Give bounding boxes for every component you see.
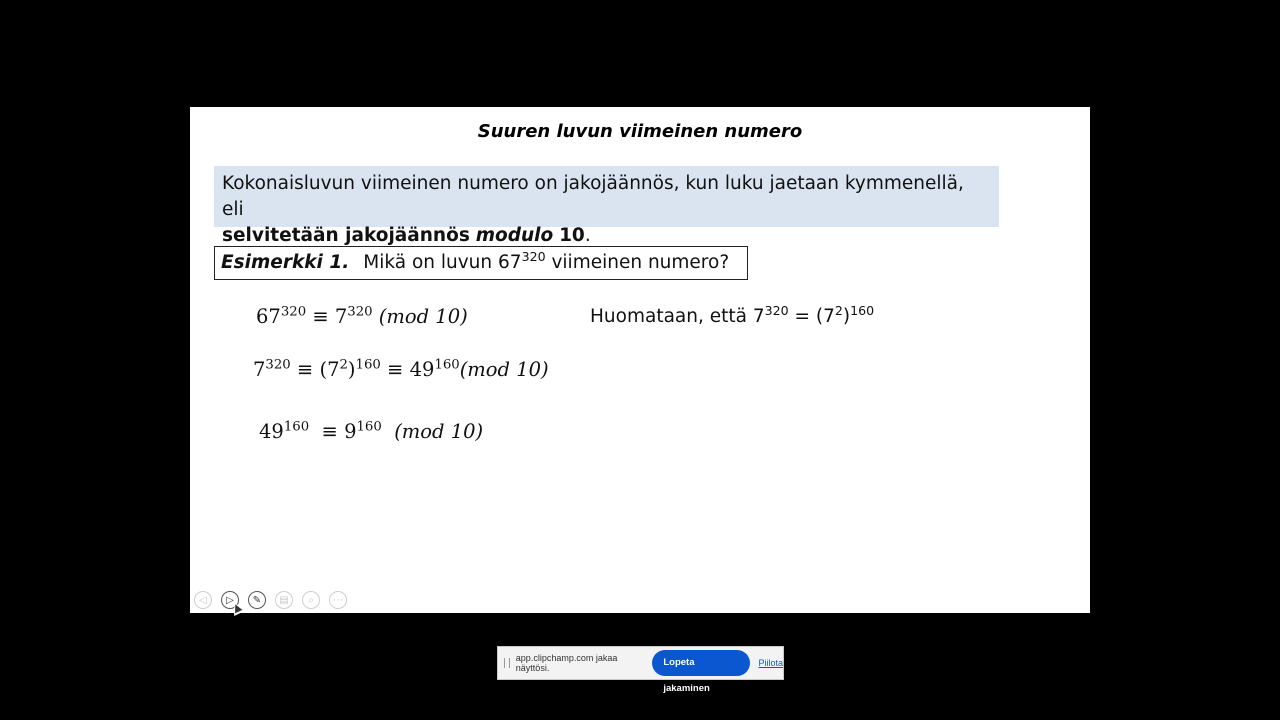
hide-link[interactable]: Piilota (758, 658, 783, 668)
equation-1: $67^{320} \equiv 7^{320}$ (mod 10) (256, 304, 468, 328)
definition-box (214, 166, 999, 246)
drag-handle-icon[interactable] (504, 658, 510, 668)
stop-sharing-button[interactable]: Lopeta jakaminen (652, 650, 750, 676)
example-label: Esimerkki 1. (221, 252, 350, 273)
definition-period: . (584, 225, 591, 246)
slides-icon[interactable]: ▤ (275, 591, 293, 609)
definition-modulus: 10 (559, 225, 585, 246)
definition-line1: Kokonaisluvun viimeinen numero on jakojäännös, kun luku jaetaan kymmenellä, eli (222, 173, 964, 220)
next-icon[interactable]: ▷ (221, 591, 239, 609)
pen-icon[interactable]: ✎ (248, 591, 266, 609)
presentation-slide (190, 107, 1090, 613)
example-question: Mikä on luvun $67^{320}$ viimeinen numero? (363, 249, 730, 273)
equation-3: $49^{160} \equiv 9^{160}$ (mod 10) (259, 419, 484, 443)
share-message: app.clipchamp.com jakaa näyttösi. (515, 653, 618, 673)
zoom-icon[interactable]: ⌕ (302, 591, 320, 609)
equation-2: $7^{320} \equiv (7^2)^{160} \equiv 49^{160}(mod$ 10) (253, 357, 549, 381)
more-icon[interactable]: ⋯ (329, 591, 347, 609)
screen-share-bar (497, 646, 784, 694)
slide-title: Suuren luvun viimeinen numero (477, 121, 803, 142)
definition-italic: modulo (475, 225, 554, 246)
slideshow-toolbar (194, 591, 347, 609)
prev-icon[interactable]: ◁ (194, 591, 212, 609)
definition-bold: selvitetään jakojäännös (222, 225, 470, 246)
note-line: Huomataan, että $7^{320} = (7^2)^{160}$ (590, 303, 875, 327)
example-box (214, 246, 748, 280)
